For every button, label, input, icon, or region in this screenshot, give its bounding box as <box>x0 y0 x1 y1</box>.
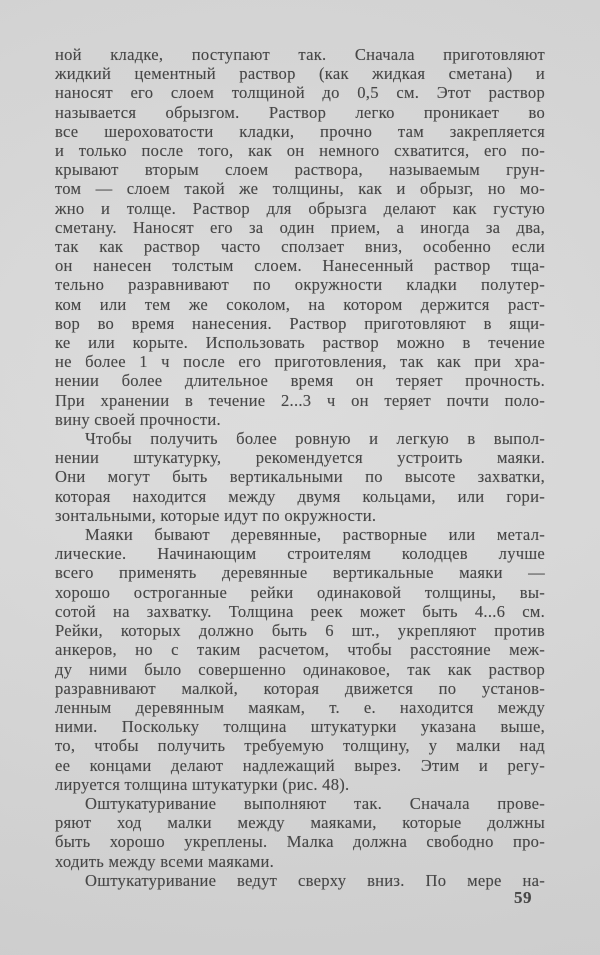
paragraph <box>55 45 545 429</box>
text-line: нении более длительное время он теряет прочность. <box>55 371 545 391</box>
text-line: Маяки бывают деревянные, растворные или метал- <box>85 525 545 545</box>
text-line: жно и толще. Раствор для обрызга делают как густую <box>55 198 545 218</box>
paragraph <box>55 871 545 890</box>
text-line: то, чтобы получить требуемую толщину, у малки над <box>55 736 545 756</box>
text-line: ке или корыте. Использовать раствор можно в течение <box>55 333 545 353</box>
text-line: Чтобы получить более ровную и легкую в выпол- <box>85 429 545 449</box>
text-block <box>55 45 545 890</box>
text-line: все шероховатости кладки, прочно там закрепляется <box>55 121 545 141</box>
text-line: ряют ход малки между маяками, которые должны <box>55 813 545 833</box>
text-line: которая находится между двумя кольцами, или гори- <box>55 486 545 506</box>
text-line: ду ними было совершенно одинаковое, так как раствор <box>55 659 545 679</box>
text-line: сметану. Наносят его за один прием, а иногда за два, <box>55 217 545 237</box>
text-line: Рейки, которых должно быть 6 шт., укрепляют против <box>55 621 545 641</box>
text-line: тельно разравнивают по окружности кладки полутер- <box>55 275 545 295</box>
text-line: крывают вторым слоем раствора, называемым грун- <box>55 160 545 180</box>
text-line: лируется толщина штукатурки (рис. 48). <box>55 774 350 794</box>
text-line: наносят его слоем толщиной до 0,5 см. Этот раствор <box>55 83 545 103</box>
text-line: Они могут быть вертикальными по высоте захватки, <box>55 467 545 487</box>
text-line: сотой на захватку. Толщина реек может быть 4...6 см. <box>55 601 545 621</box>
text-line: ходить между всеми маяками. <box>55 851 275 871</box>
text-line: ее концами делают надлежащий вырез. Этим и регу- <box>55 755 545 775</box>
text-line: разравнивают малкой, которая движется по установ- <box>55 678 545 698</box>
text-line: ними. Поскольку толщина штукатурки указана выше, <box>55 717 545 737</box>
paragraph <box>55 525 545 794</box>
text-line: том — слоем такой же толщины, как и обрызг, но мо- <box>55 179 545 199</box>
text-line: не более 1 ч после его приготовления, так как при хра- <box>55 352 545 372</box>
text-line: лические. Начинающим строителям колодцев лучше <box>55 544 545 564</box>
text-line: вор во время нанесения. Раствор приготовляют в ящи- <box>55 313 545 333</box>
text-line: ком или тем же соколом, на котором держится раст- <box>55 294 545 314</box>
text-line: зонтальными, которые идут по окружности. <box>55 505 377 525</box>
text-line: всего применять деревянные вертикальные маяки — <box>55 563 545 583</box>
text-line: он нанесен толстым слоем. Нанесенный раствор тща- <box>55 256 545 276</box>
text-line: жидкий цементный раствор (как жидкая сметана) и <box>55 64 545 84</box>
text-line: анкеров, но с таким расчетом, чтобы расстояние меж- <box>55 640 545 660</box>
page-number: 59 <box>514 888 532 907</box>
text-line: быть хорошо укреплены. Малка должна свободно про- <box>55 832 545 852</box>
text-line: вину своей прочности. <box>55 409 221 429</box>
text-line: Оштукатуривание выполняют так. Сначала прове- <box>85 793 545 813</box>
text-line: нении штукатурку, рекомендуется устроить маяки. <box>55 448 545 468</box>
paragraph <box>55 794 545 871</box>
text-line: Оштукатуривание ведут сверху вниз. По мере на- <box>85 870 545 890</box>
text-line: называется обрызгом. Раствор легко проникает во <box>55 102 545 122</box>
text-line: и только после того, как он немного схватится, его по- <box>55 141 545 161</box>
text-line: ленным деревянным маякам, т. е. находится между <box>55 697 545 717</box>
text-line: хорошо остроганные рейки одинаковой толщины, вы- <box>55 582 545 602</box>
text-line: ной кладке, поступают так. Сначала приготовляют <box>55 45 545 64</box>
text-line: так как раствор часто сползает вниз, особенно если <box>55 237 545 257</box>
paragraph <box>55 429 545 525</box>
text-line: При хранении в течение 2...3 ч он теряет почти поло- <box>55 390 545 410</box>
